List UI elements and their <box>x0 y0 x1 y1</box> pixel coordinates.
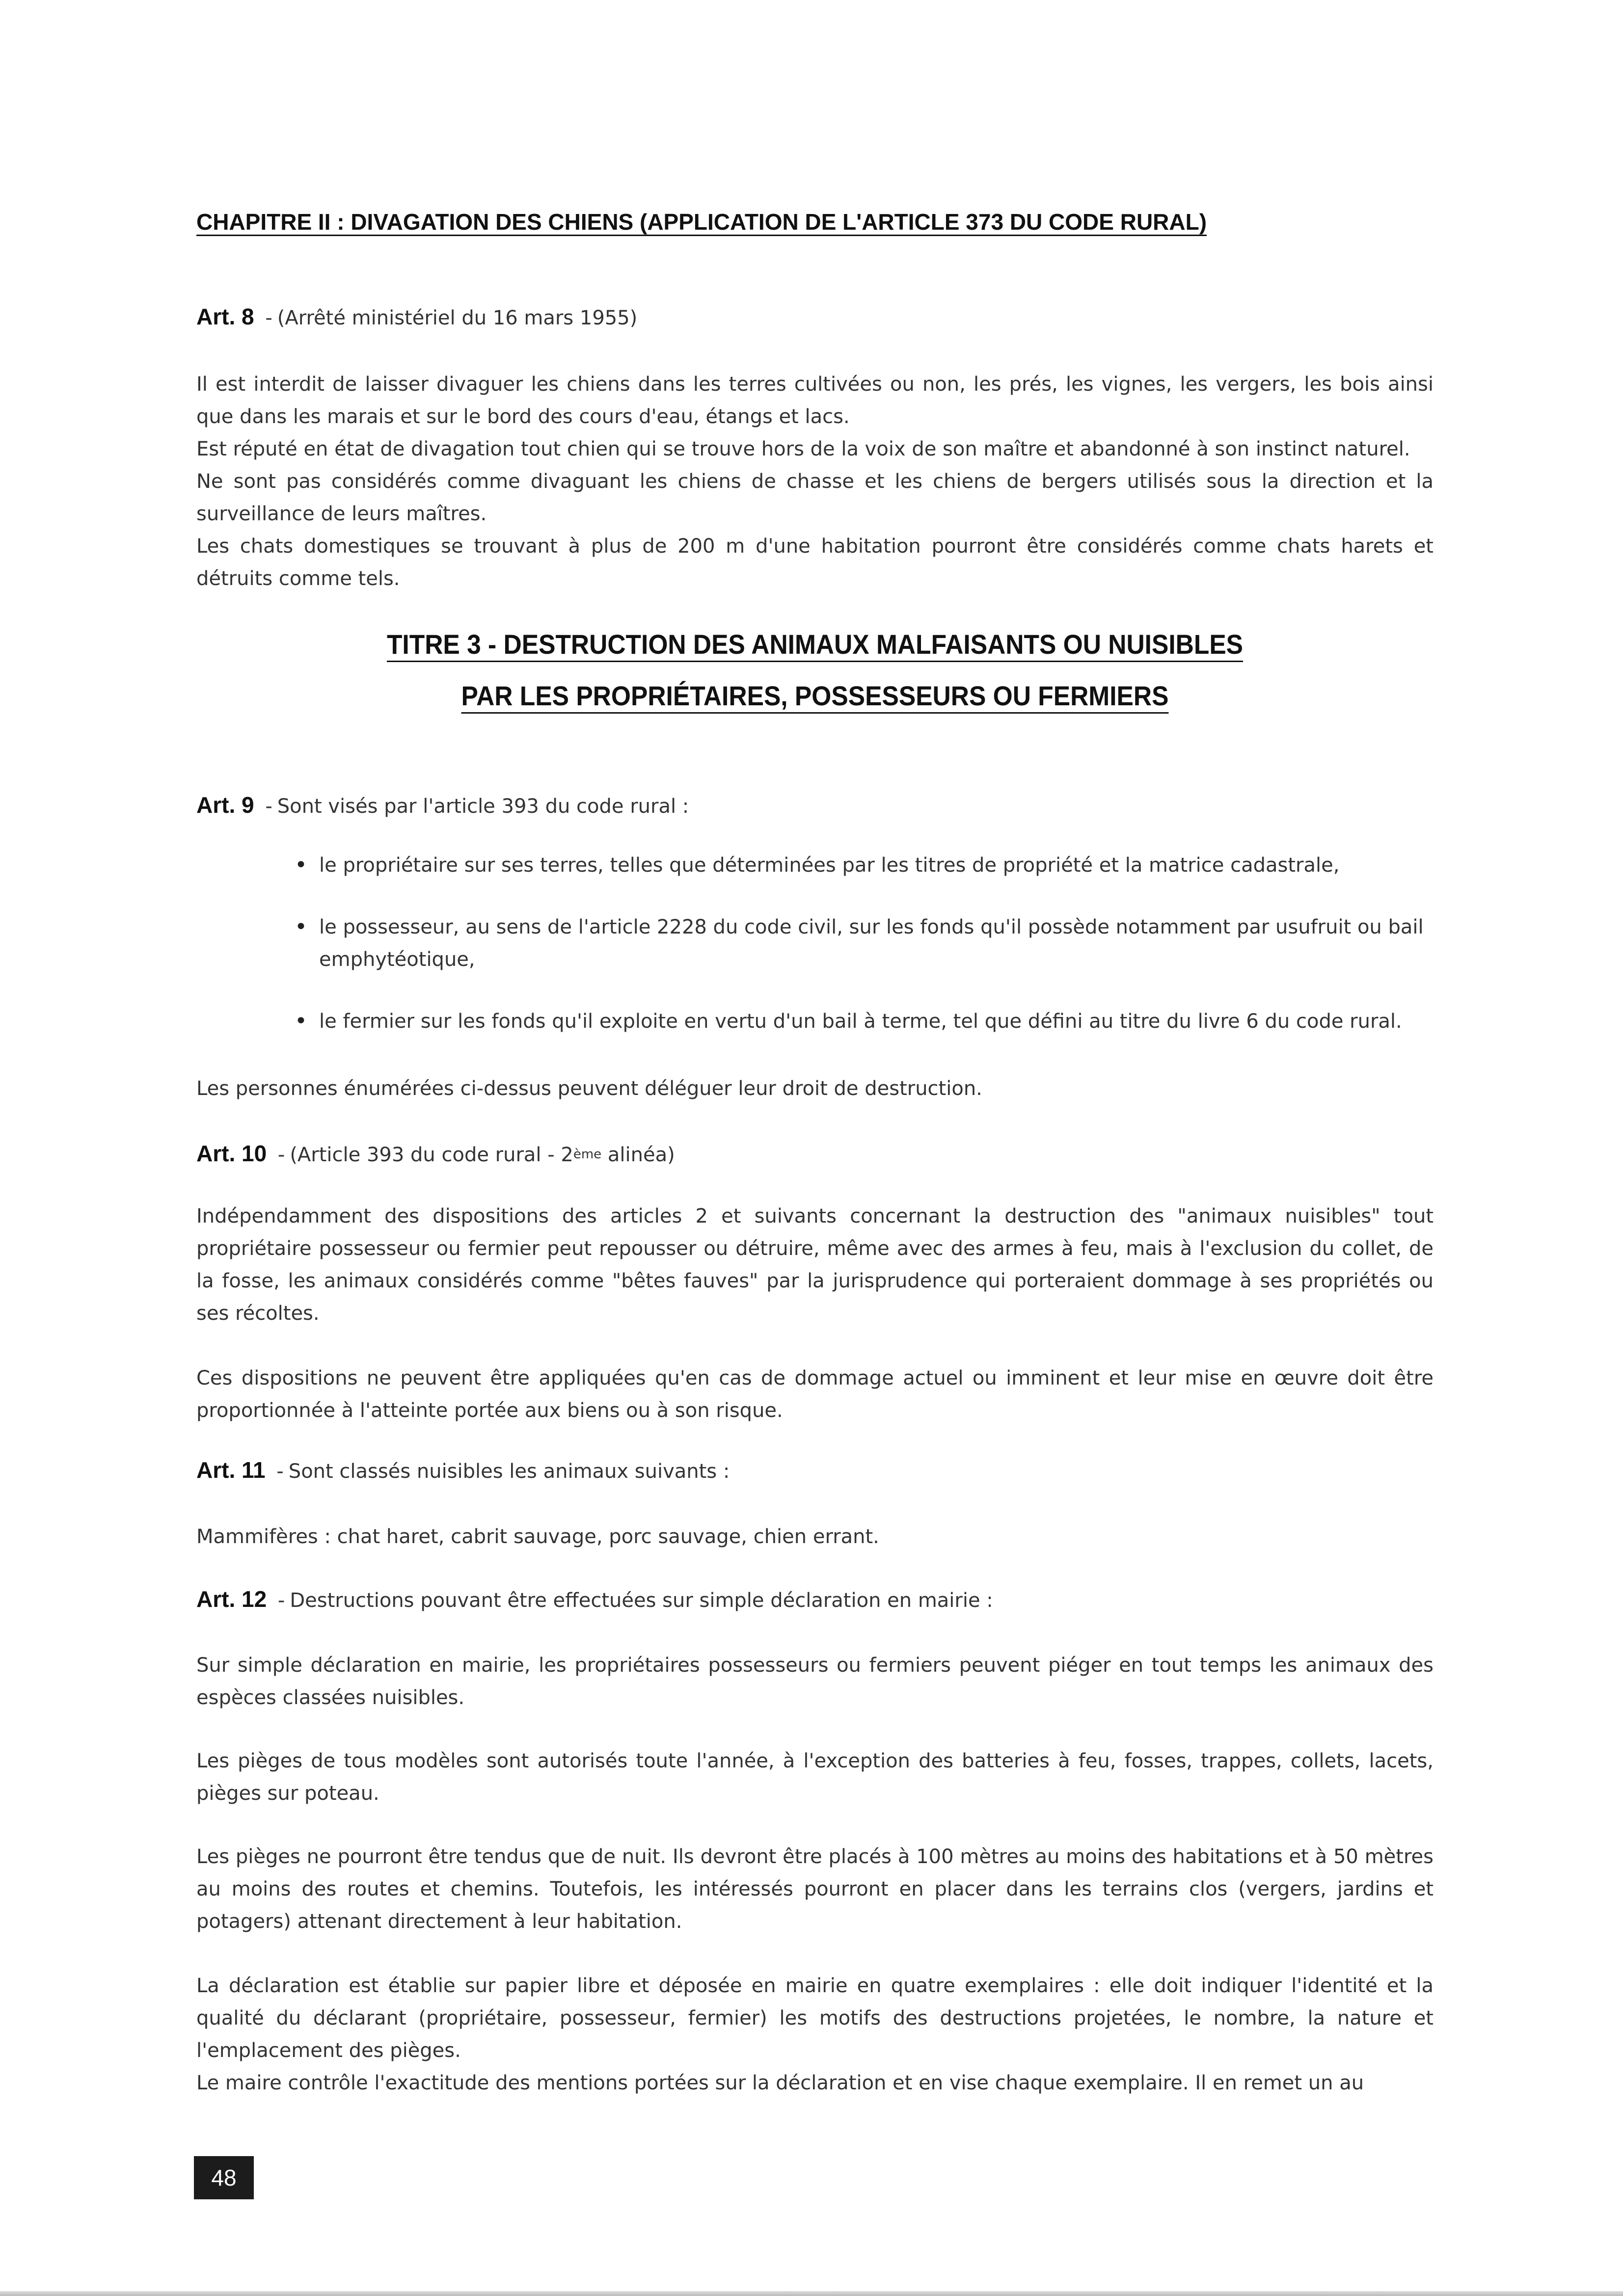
chapter-heading: CHAPITRE II : DIVAGATION DES CHIENS (APPLICATION DE L'ARTICLE 373 DU CODE RURAL) <box>196 209 1207 235</box>
art12-p1: Sur simple déclaration en mairie, les propriétaires possesseurs ou fermiers peuvent piéger en tout temps les animaux des espèces classées nuisibles. <box>196 1654 1434 1709</box>
art9-closing: Les personnes énumérées ci-dessus peuvent déléguer leur droit de destruction. <box>196 1077 982 1100</box>
art8-heading: Art. 8 - (Arrêté ministériel du 16 mars 1955) <box>196 304 638 329</box>
art12-p5: Le maire contrôle l'exactitude des mentions portées sur la déclaration et en vise chaque exemplaire. Il en remet un au <box>196 2072 1364 2094</box>
art12-heading: Art. 12 - Destructions pouvant être effectuées sur simple déclaration en mairie : <box>196 1586 993 1612</box>
art11-heading: Art. 11 - Sont classés nuisibles les animaux suivants : <box>196 1457 730 1483</box>
list-item: • le propriétaire sur ses terres, telles que déterminées par les titres de propriété et la matrice cadastrale, <box>295 849 1434 881</box>
art8-label: Art. 8 <box>196 304 254 329</box>
art9-bullet-list <box>295 849 1434 1067</box>
art8-body <box>196 368 1434 595</box>
art12-p3: Les pièges ne pourront être tendus que de nuit. Ils devront être placés à 100 mètres au moins des habitations et à 50 mètres au moins des routes et chemins. Toutefois, les intéressés pourront en placer dans les terrains clos (vergers, jardins et potagers) attenant directement à leur habitation. <box>196 1845 1434 1933</box>
art9-label: Art. 9 <box>196 792 254 818</box>
art11-label: Art. 11 <box>196 1457 266 1483</box>
art10-p1: Indépendamment des dispositions des articles 2 et suivants concernant la destruction des "animaux nuisibles" tout propriétaire possesseur ou fermier peut repousser ou détruire, même avec des armes à feu, mais à l'exclusion du collet, de la fosse, les animaux considérés comme "bêtes fauves" par la jurisprudence qui porteraient dommage à ses propriétés ou ses récoltes. <box>196 1205 1434 1325</box>
list-item: • le fermier sur les fonds qu'il exploite en vertu d'un bail à terme, tel que défini au titre du livre 6 du code rural. <box>295 1005 1434 1038</box>
art10-ref-pre: (Article 393 du code rural - 2 <box>290 1144 573 1166</box>
list-item: • le possesseur, au sens de l'article 2228 du code civil, sur les fonds qu'il possède notamment par usufruit ou bail emphytéotique, <box>295 911 1434 976</box>
art10-p2: Ces dispositions ne peuvent être appliquées qu'en cas de dommage actuel ou imminent et leur mise en œuvre doit être proportionnée à l'atteinte portée aux biens ou à son risque. <box>196 1367 1434 1422</box>
art8-line2: Est réputé en état de divagation tout chien qui se trouve hors de la voix de son maître et abandonné à son instinct naturel. <box>196 438 1410 460</box>
art8-line3: Ne sont pas considérés comme divaguant les chiens de chasse et les chiens de bergers utilisés sous la direction et la surveillance de leurs maîtres. <box>196 470 1434 525</box>
art12-p4: La déclaration est établie sur papier libre et déposée en mairie en quatre exemplaires : elle doit indiquer l'identité et la qualité du déclarant (propriétaire, possesseur, fermier) les motifs des destructions projetées, le nombre, la nature et l'emplacement des pièges. <box>196 1975 1434 2062</box>
art10-heading: Art. 10 - (Article 393 du code rural - 2ème alinéa) <box>196 1141 675 1166</box>
scan-edge <box>0 2291 1623 2296</box>
art12-p2: Les pièges de tous modèles sont autorisés toute l'année, à l'exception des batteries à feu, fosses, trappes, collets, lacets, pièges sur poteau. <box>196 1750 1434 1805</box>
art9-intro: Sont visés par l'article 393 du code rural : <box>277 795 689 818</box>
art8-line4: Les chats domestiques se trouvant à plus de 200 m d'une habitation pourront être considérés comme chats harets et détruits comme tels. <box>196 535 1434 590</box>
art10-label: Art. 10 <box>196 1141 267 1166</box>
art10-ref-post: alinéa) <box>601 1144 675 1166</box>
title3-line2: PAR LES PROPRIÉTAIRES, POSSESSEURS OU FERMIERS <box>461 680 1169 711</box>
art11-p1: Mammifères : chat haret, cabrit sauvage, porc sauvage, chien errant. <box>196 1525 879 1548</box>
art12-label: Art. 12 <box>196 1586 267 1612</box>
title3-line1: TITRE 3 - DESTRUCTION DES ANIMAUX MALFAISANTS OU NUISIBLES <box>386 629 1244 660</box>
art9-heading: Art. 9 - Sont visés par l'article 393 du code rural : <box>196 792 689 818</box>
art8-ref: (Arrêté ministériel du 16 mars 1955) <box>277 307 638 329</box>
page-number: 48 <box>194 2156 254 2199</box>
art11-intro: Sont classés nuisibles les animaux suivants : <box>288 1460 730 1483</box>
art8-paragraph: Il est interdit de laisser divaguer les chiens dans les terres cultivées ou non, les prés, les vignes, les vergers, les bois ainsi que dans les marais et sur le bord des cours d'eau, étangs et lacs. <box>196 373 1434 428</box>
art10-ref-sup: ème <box>573 1147 602 1162</box>
art12-intro: Destructions pouvant être effectuées sur simple déclaration en mairie : <box>290 1589 993 1612</box>
